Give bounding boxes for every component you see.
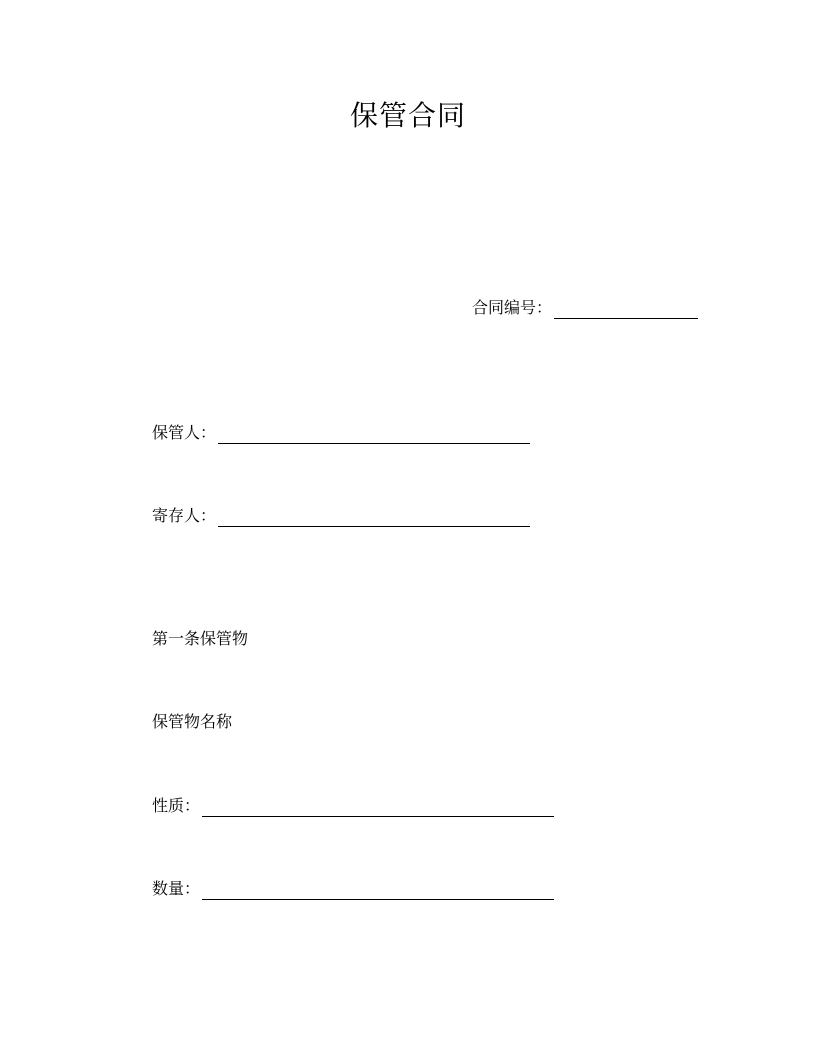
depositor-blank[interactable] bbox=[218, 508, 530, 527]
article-1-heading: 第一条保管物 bbox=[152, 629, 249, 648]
contract-number-blank[interactable] bbox=[554, 300, 698, 319]
contract-number-label: 合同编号： bbox=[472, 298, 553, 317]
document-title: 保管合同 bbox=[349, 99, 466, 132]
nature-blank[interactable] bbox=[202, 798, 554, 817]
nature-label: 性质： bbox=[152, 796, 201, 815]
depositor-label: 寄存人： bbox=[152, 506, 217, 525]
quantity-blank[interactable] bbox=[202, 881, 554, 900]
nature-row bbox=[152, 795, 554, 817]
contract-number-row bbox=[472, 297, 698, 319]
custodian-label: 保管人： bbox=[152, 423, 217, 442]
quantity-label: 数量： bbox=[152, 879, 201, 898]
custodian-blank[interactable] bbox=[218, 425, 530, 444]
depositor-row bbox=[152, 505, 530, 527]
custodian-row bbox=[152, 422, 530, 444]
item-name-label: 保管物名称 bbox=[152, 712, 233, 731]
quantity-row bbox=[152, 878, 554, 900]
